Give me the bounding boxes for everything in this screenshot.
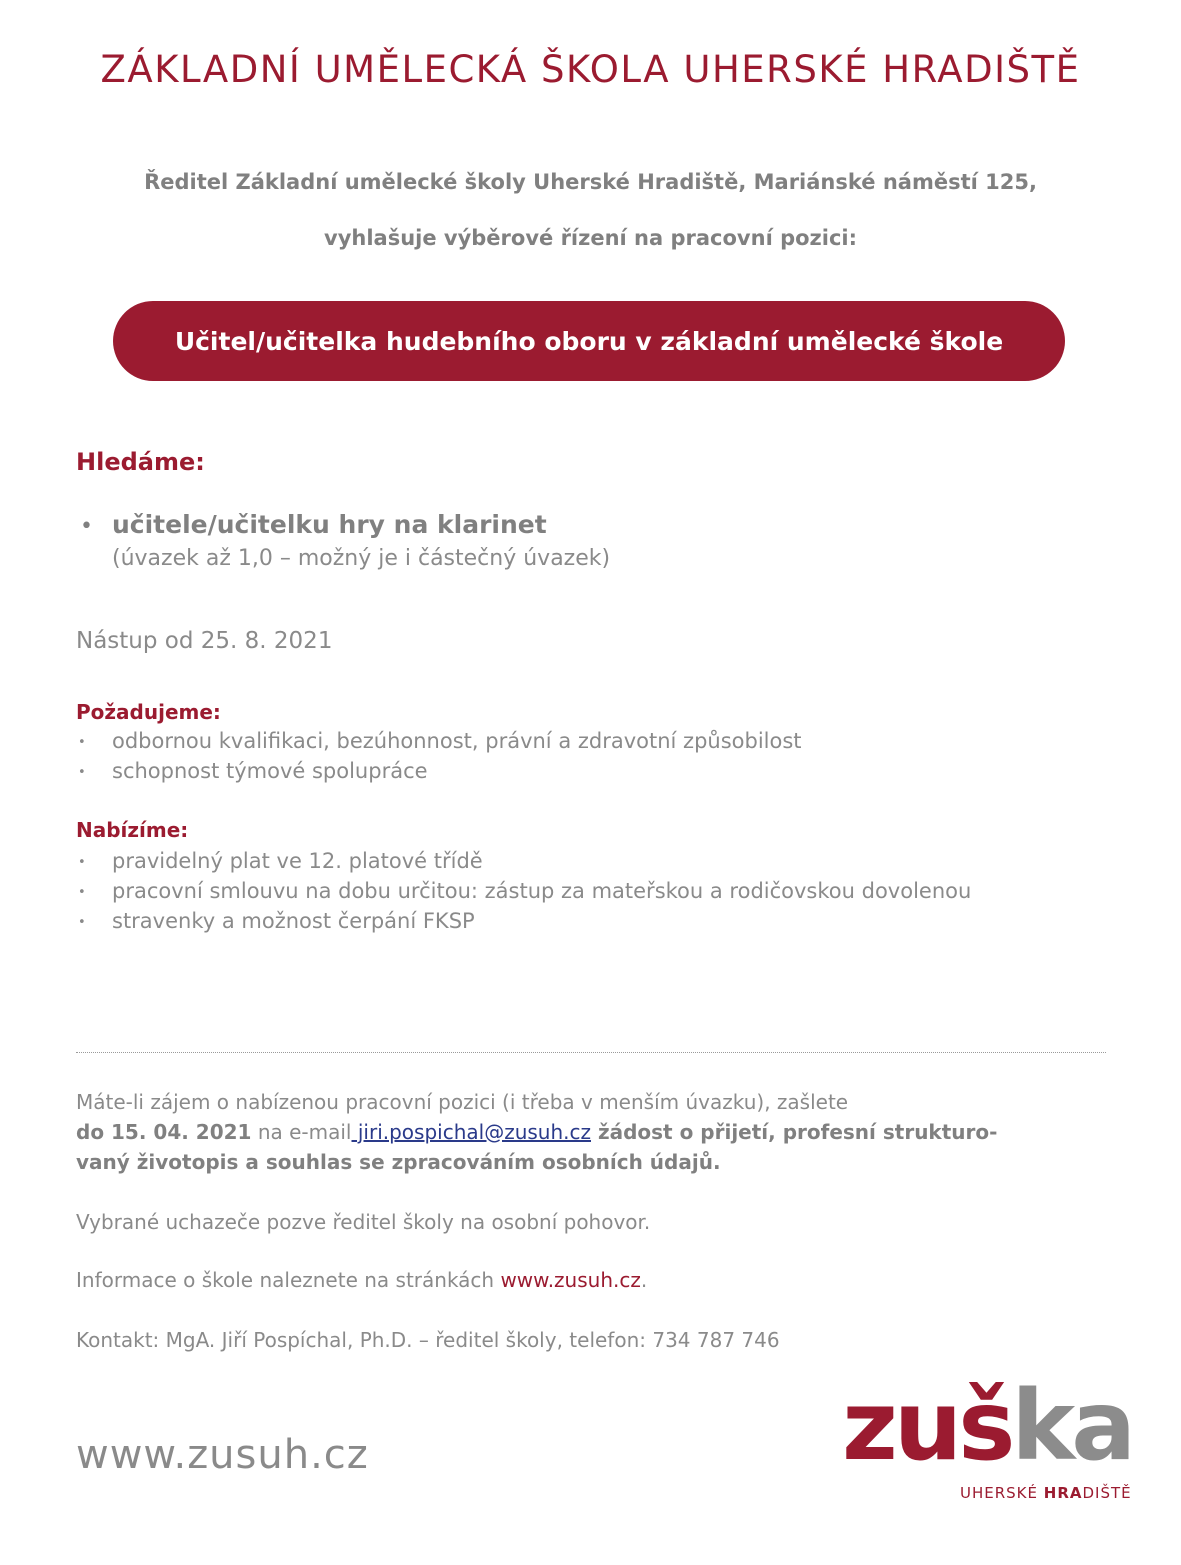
bullet-icon: •: [78, 885, 86, 900]
application-line-2: [76, 1120, 997, 1144]
section-divider: [76, 1052, 1106, 1053]
position-title-banner: [113, 301, 1065, 381]
intro-line-2: vyhlašuje výběrové řízení na pracovní pozici:: [324, 226, 857, 250]
logo-sub-b: HRA: [1043, 1484, 1083, 1502]
application-via-email: na e-mail: [251, 1120, 352, 1144]
school-title: ZÁKLADNÍ UMĚLECKÁ ŠKOLA UHERSKÉ HRADIŠTĚ: [100, 48, 1081, 91]
interview-text: Vybrané uchazeče pozve ředitel školy na osobní pohovor.: [76, 1210, 651, 1234]
offer-item: stravenky a možnost čerpání FKSP: [112, 909, 475, 933]
requirements-heading: Požadujeme:: [76, 700, 221, 724]
seeking-item-sub: (úvazek až 1,0 – možný je i částečný úvazek): [112, 546, 611, 571]
info-line: [76, 1268, 647, 1292]
application-line-1: Máte-li zájem o nabízenou pracovní pozici (i třeba v menším úvazku), zašlete: [76, 1090, 849, 1114]
logo-subtitle: [960, 1484, 1132, 1502]
start-date: Nástup od 25. 8. 2021: [76, 628, 333, 654]
email-link[interactable]: jiri.pospichal@zusuh.cz: [351, 1120, 591, 1144]
requirement-item: odbornou kvalifikaci, bezúhonnost, právní a zdravotní způsobilost: [112, 729, 802, 753]
info-end: .: [640, 1268, 648, 1292]
application-docs-part-2: vaný životopis a souhlas se zpracováním osobních údajů.: [76, 1150, 721, 1174]
logo-gray-part: ka: [1011, 1370, 1132, 1482]
logo-red-part: zuš: [842, 1370, 1012, 1482]
intro-line-1: Ředitel Základní umělecké školy Uherské Hradiště, Mariánské náměstí 125,: [144, 170, 1037, 194]
position-title: Učitel/učitelka hudebního oboru v základní umělecké škole: [174, 326, 1004, 356]
requirement-item: schopnost týmové spolupráce: [112, 759, 428, 783]
info-text: Informace o škole naleznete na stránkách: [76, 1268, 501, 1292]
bullet-icon: •: [78, 855, 86, 870]
offer-item: pravidelný plat ve 12. platové třídě: [112, 849, 483, 873]
zuska-logo: [842, 1370, 1132, 1482]
logo-sub-a: UHERSKÉ: [960, 1484, 1044, 1502]
website-link[interactable]: www.zusuh.cz: [500, 1268, 641, 1292]
seeking-heading: Hledáme:: [76, 448, 205, 476]
logo-sub-c: DIŠTĚ: [1082, 1484, 1132, 1502]
seeking-item-main: učitele/učitelku hry na klarinet: [112, 510, 547, 539]
application-docs-part-1: žádost o přijetí, profesní strukturo-: [591, 1120, 998, 1144]
contact-text: Kontakt: MgA. Jiří Pospíchal, Ph.D. – ředitel školy, telefon: 734 787 746: [76, 1328, 780, 1352]
offer-heading: Nabízíme:: [76, 818, 189, 842]
bullet-icon: •: [78, 915, 86, 930]
seeking-bullet-icon: •: [80, 514, 93, 539]
offer-item: pracovní smlouvu na dobu určitou: zástup za mateřskou a rodičovskou dovolenou: [112, 879, 972, 903]
bullet-icon: •: [78, 735, 86, 750]
bullet-icon: •: [78, 765, 86, 780]
footer-url: www.zusuh.cz: [76, 1432, 369, 1478]
application-deadline: do 15. 04. 2021: [76, 1120, 252, 1144]
